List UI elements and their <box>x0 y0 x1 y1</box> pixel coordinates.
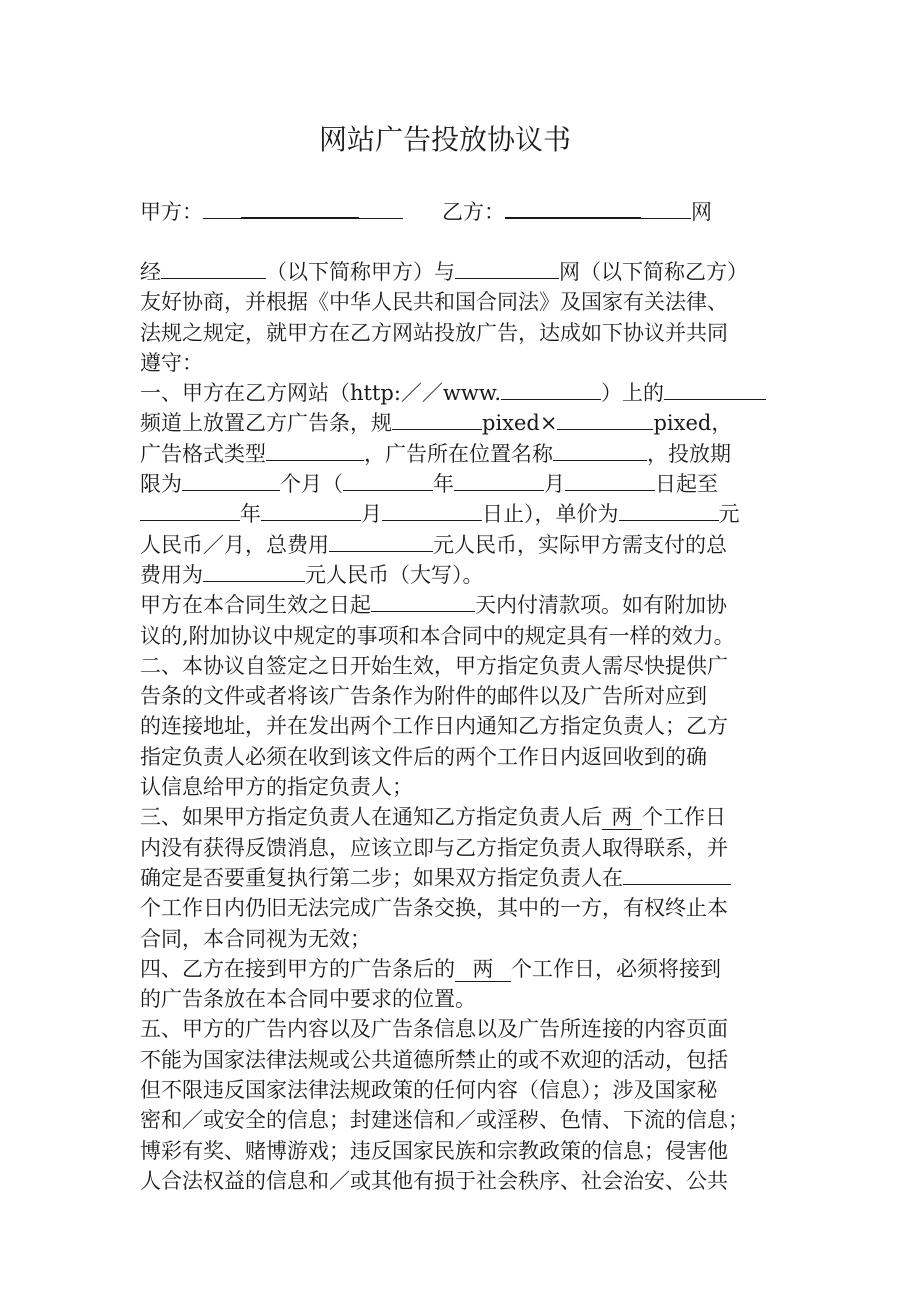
text: 日起至 <box>655 472 718 497</box>
party-a-blank-pre[interactable] <box>203 196 241 219</box>
body-line-18 <box>140 772 792 802</box>
body-line-30 <box>140 1136 792 1166</box>
body-line-10 <box>140 530 792 560</box>
blank-field[interactable] <box>664 379 766 400</box>
party-b-label: 乙方： <box>442 200 505 224</box>
document-title: 网站广告投放协议书 <box>318 123 571 156</box>
body-line-29 <box>140 1105 792 1135</box>
text: 内没有获得反馈消息，应该立即与乙方指定负责人取得联系，并 <box>140 835 728 860</box>
body-line-15 <box>140 681 792 711</box>
blank-field[interactable] <box>261 500 361 521</box>
party-a-label: 甲方： <box>140 200 203 224</box>
text: ，投放期 <box>647 441 731 466</box>
parties-line <box>140 195 780 227</box>
text: 遵守： <box>140 350 203 375</box>
body-line-6 <box>140 408 792 438</box>
body-line-22 <box>140 893 792 923</box>
filled-blank[interactable] <box>455 957 511 982</box>
text: 指定负责人必须在收到该文件后的两个工作日内返回收到的确 <box>140 744 707 769</box>
text: 但不限违反国家法律法规政策的任何内容（信息）；涉及国家秘 <box>140 1078 718 1103</box>
text: 四、乙方在接到甲方的广告条后的 <box>140 956 455 981</box>
body-line-21 <box>140 863 792 893</box>
text: 密和／或安全的信息；封建迷信和／或淫秽、色情、下流的信息； <box>140 1108 749 1133</box>
text: 五、甲方的广告内容以及广告条信息以及广告所连接的内容页面 <box>140 1017 728 1042</box>
party-b-suffix: 网 <box>691 200 712 224</box>
blank-field[interactable] <box>161 258 266 279</box>
text: 博彩有奖、赌博游戏；违反国家民族和宗教政策的信息；侵害他 <box>140 1138 728 1163</box>
text: 议的,附加协议中规定的事项和本合同中的规定具有一样的效力。 <box>140 623 735 648</box>
document-body <box>140 257 792 1196</box>
body-line-2 <box>140 287 792 317</box>
text: 元 <box>718 502 740 527</box>
body-line-14 <box>140 651 792 681</box>
body-line-31 <box>140 1166 792 1196</box>
body-line-20 <box>140 833 792 863</box>
blank-field[interactable] <box>203 561 305 582</box>
filled-blank[interactable] <box>602 805 642 830</box>
body-line-4 <box>140 348 792 378</box>
body-line-13 <box>140 621 792 651</box>
body-line-11 <box>140 560 792 590</box>
text: 三、如果甲方指定负责人在通知乙方指定负责人后 <box>140 805 602 830</box>
text: 二、本协议自签定之日开始生效，甲方指定负责人需尽快提供广 <box>140 653 728 678</box>
blank-field[interactable] <box>454 470 544 491</box>
text: 广告格式类型 <box>140 441 266 466</box>
text: 个工作日 <box>642 805 726 830</box>
text: 告条的文件或者将该广告条作为附件的邮件以及广告所对应到 <box>140 684 707 709</box>
body-line-24 <box>140 954 792 984</box>
blank-field[interactable] <box>619 500 719 521</box>
body-line-25 <box>140 984 792 1014</box>
body-line-27 <box>140 1045 792 1075</box>
body-line-26 <box>140 1014 792 1044</box>
blank-field[interactable] <box>329 531 433 552</box>
body-line-7 <box>140 439 792 469</box>
text: 费用为 <box>140 562 203 587</box>
text: 不能为国家法律法规或公共道德所禁止的或不欢迎的活动，包括 <box>140 1047 728 1072</box>
blank-field[interactable] <box>501 379 601 400</box>
text: （以下简称甲方）与 <box>266 260 455 284</box>
text: 甲方在本合同生效之日起 <box>140 593 371 618</box>
text: 经 <box>140 260 161 284</box>
blank-field[interactable] <box>455 258 559 279</box>
blank-field[interactable] <box>371 591 475 612</box>
body-line-23 <box>140 924 792 954</box>
body-line-1 <box>140 257 792 287</box>
blank-field[interactable] <box>343 470 433 491</box>
text: ，广告所在位置名称 <box>364 441 553 466</box>
blank-field[interactable] <box>392 409 482 430</box>
text: 月 <box>361 502 382 527</box>
body-line-28 <box>140 1075 792 1105</box>
text: 一、甲方在乙方网站（http:／／www. <box>140 381 502 406</box>
text: 年 <box>433 472 454 497</box>
text: 法规之规定，就甲方在乙方网站投放广告，达成如下协议并共同 <box>140 320 728 345</box>
text: 元人民币（大写）。 <box>305 562 484 587</box>
body-line-12 <box>140 590 792 620</box>
text: 年 <box>240 502 261 527</box>
body-line-19 <box>140 802 792 832</box>
blank-field[interactable] <box>557 409 653 430</box>
text: 月 <box>544 472 565 497</box>
text: pixed， <box>653 411 733 436</box>
text: 限为 <box>140 472 182 497</box>
text: 人民币／月，总费用 <box>140 532 329 557</box>
body-line-5 <box>140 378 792 408</box>
blank-field[interactable] <box>553 440 647 461</box>
blank-field[interactable] <box>182 470 280 491</box>
filled-value: 两 <box>472 956 494 981</box>
party-a-blank-post[interactable] <box>359 196 403 219</box>
blank-field[interactable] <box>140 500 240 521</box>
text: 认信息给甲方的指定负责人； <box>140 775 413 800</box>
body-line-9 <box>140 499 792 529</box>
text: 合同，本合同视为无效； <box>140 926 371 951</box>
text: 确定是否要重复执行第二步；如果双方指定负责人在 <box>140 865 623 890</box>
filled-value: 两 <box>611 805 633 830</box>
text: 个工作日，必须将接到 <box>511 956 721 981</box>
text: 人合法权益的信息和／或其他有损于社会秩序、社会治安、公共 <box>140 1168 728 1193</box>
text: pixed× <box>482 411 558 436</box>
text: ）上的 <box>601 381 665 406</box>
text: 友好协商，并根据《中华人民共和国合同法》及国家有关法律、 <box>140 290 728 315</box>
blank-field[interactable] <box>565 470 655 491</box>
party-a <box>140 195 403 226</box>
text: 元人民币，实际甲方需支付的总 <box>433 532 727 557</box>
text: 频道上放置乙方广告条，规 <box>140 411 392 436</box>
body-line-17 <box>140 742 792 772</box>
text: 个工作日内仍旧无法完成广告条交换，其中的一方，有权终止本 <box>140 896 728 921</box>
body-line-8 <box>140 469 792 499</box>
text: 的连接地址，并在发出两个工作日内通知乙方指定负责人；乙方 <box>140 714 728 739</box>
text: 个月（ <box>280 472 343 497</box>
blank-field[interactable] <box>266 440 364 461</box>
blank-field[interactable] <box>623 864 731 885</box>
party-b-blank[interactable] <box>505 195 641 219</box>
text: 天内付清款项。如有附加协 <box>475 593 727 618</box>
body-line-16 <box>140 711 792 741</box>
text: 日止），单价为 <box>482 502 619 527</box>
party-b <box>442 195 712 226</box>
body-line-3 <box>140 318 792 348</box>
text: 的广告条放在本合同中要求的位置。 <box>140 987 476 1012</box>
party-a-blank[interactable] <box>241 195 359 219</box>
party-b-blank-post[interactable] <box>641 196 691 219</box>
text: 网（以下简称乙方） <box>559 260 748 284</box>
blank-field[interactable] <box>382 500 482 521</box>
